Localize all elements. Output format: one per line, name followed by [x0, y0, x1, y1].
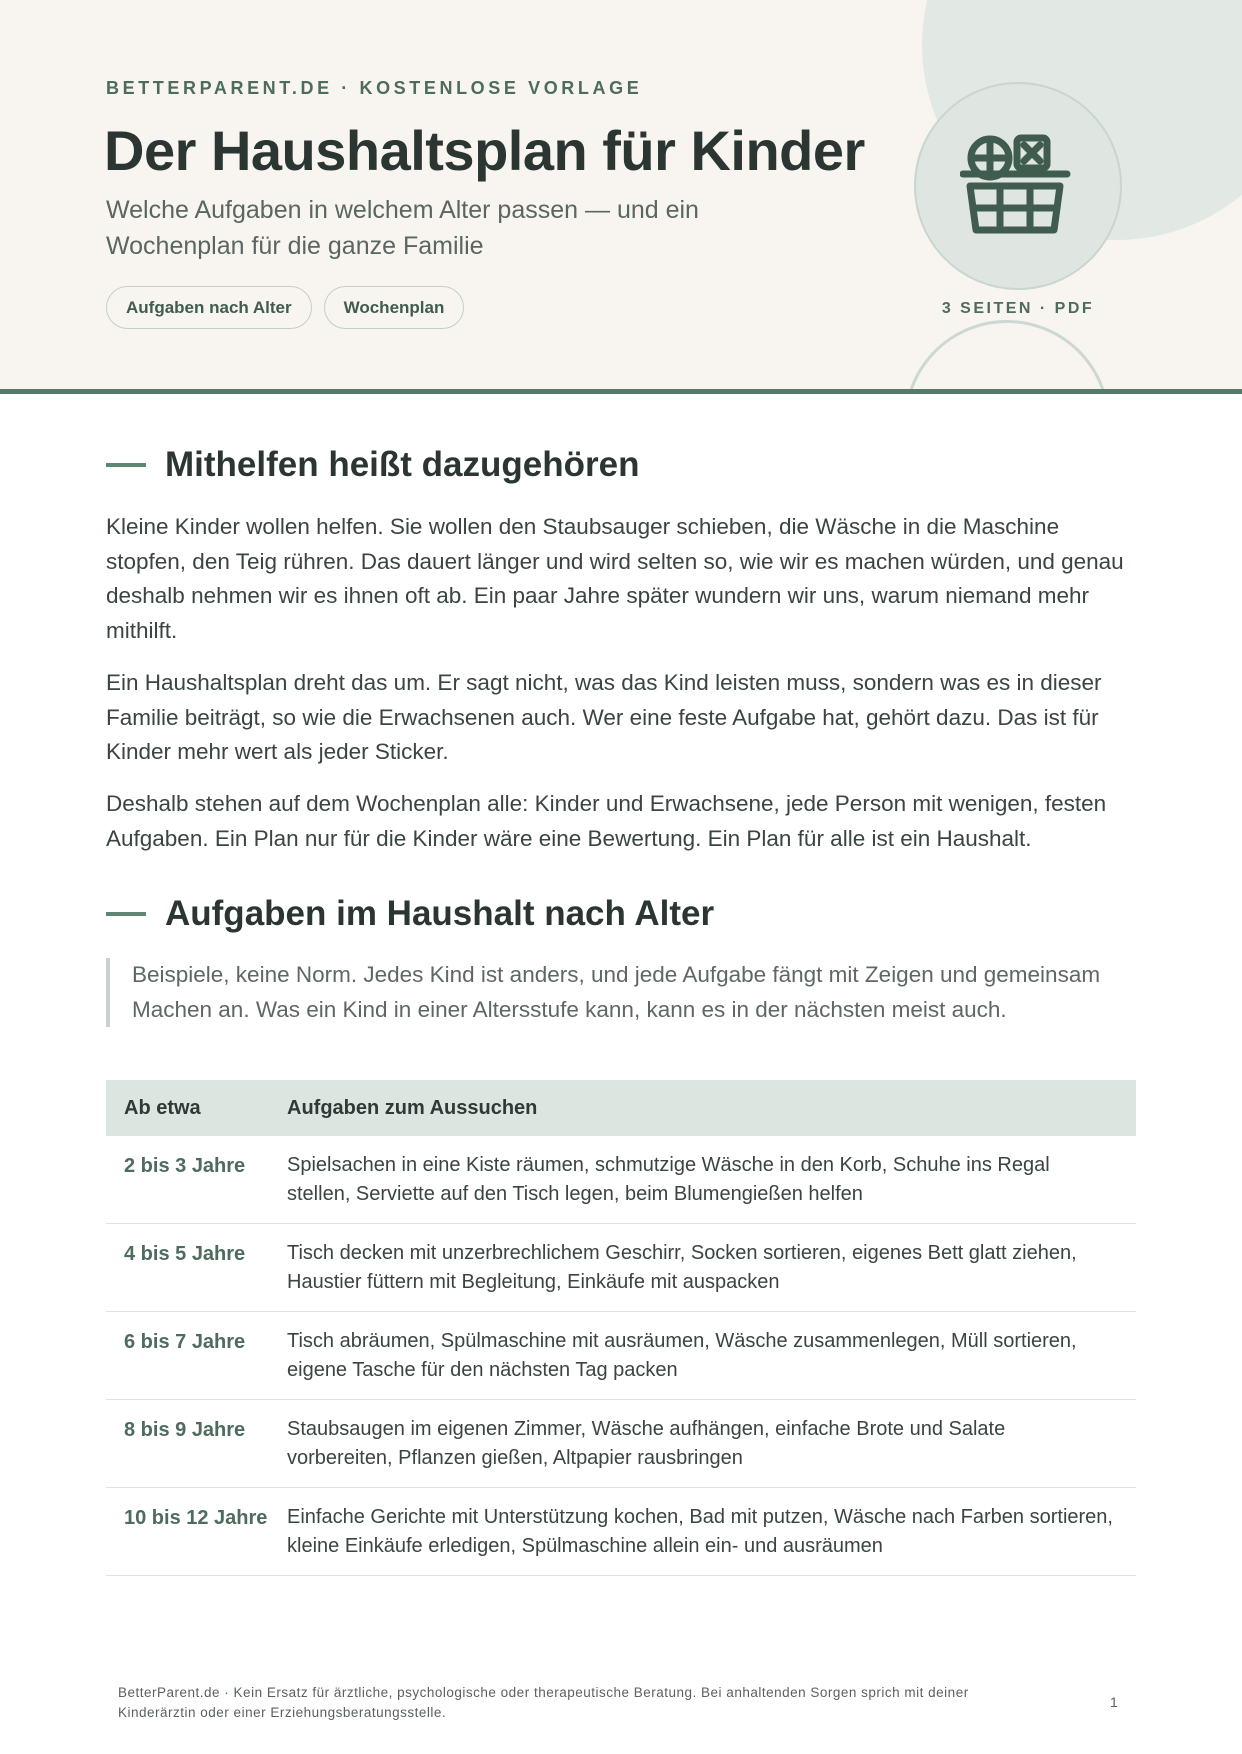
age-cell: 8 bis 9 Jahre: [124, 1419, 246, 1441]
laundry-basket-icon: [960, 132, 1080, 242]
heading-dash: [106, 463, 146, 467]
header-divider: [0, 389, 1242, 394]
table-row: [106, 1312, 1136, 1400]
tasks-cell: Spielsachen in eine Kiste räumen, schmutzige Wäsche in den Korb, Schuhe ins Regal stellen, Serviette auf den Tisch legen, beim Blumengießen helfen: [287, 1154, 1050, 1205]
page-title: Der Haushaltsplan für Kinder: [104, 119, 865, 182]
tag-list: [106, 286, 464, 329]
tag-aufgaben-nach-alter: Aufgaben nach Alter: [106, 286, 312, 329]
tasks-cell: Einfache Gerichte mit Unterstützung kochen, Bad mit putzen, Wäsche nach Farben sortieren, kleine Einkäufe erledigen, Spülmaschine allein ein- und ausräumen: [287, 1506, 1113, 1557]
age-cell: 6 bis 7 Jahre: [124, 1331, 246, 1353]
table-row: [106, 1400, 1136, 1488]
age-task-table: [106, 1080, 1136, 1576]
section-heading-aufgaben: [106, 894, 714, 934]
footer-disclaimer: BetterParent.de · Kein Ersatz für ärztliche, psychologische oder therapeutische Beratung. Bei anhaltenden Sorgen sprich mit deiner Kinderärztin oder einer Erziehungsberatungsstelle.: [118, 1685, 969, 1720]
column-header-tasks: Aufgaben zum Aussuchen: [287, 1096, 538, 1119]
section-title: Aufgaben im Haushalt nach Alter: [165, 894, 715, 933]
table-row: [106, 1136, 1136, 1224]
decorative-arc: [904, 320, 1110, 390]
section-heading-mithelfen: [106, 445, 639, 485]
note-blockquote: Beispiele, keine Norm. Jedes Kind ist anders, und jede Aufgabe fängt mit Zeigen und gemeinsam Machen an. Was ein Kind in einer Altersstufe kann, kann es in der nächsten meist auch.: [106, 958, 1136, 1027]
paragraph-1: Kleine Kinder wollen helfen. Sie wollen den Staubsauger schieben, die Wäsche in die Maschine stopfen, den Teig rühren. Das dauert länger und wird selten so, wie wir es machen würden, und genau deshalb nehmen wir es ihnen oft ab. Ein paar Jahre später wundern wir uns, warum niemand mehr mithilft.: [106, 514, 1124, 643]
tasks-cell: Tisch abräumen, Spülmaschine mit ausräumen, Wäsche zusammenlegen, Müll sortieren, eigene Tasche für den nächsten Tag packen: [287, 1330, 1077, 1381]
table-header: [106, 1080, 1136, 1136]
eyebrow-label: BETTERPARENT.DE · KOSTENLOSE VORLAGE: [106, 78, 643, 98]
paragraph-3: Deshalb stehen auf dem Wochenplan alle: Kinder und Erwachsene, jede Person mit wenigen, festen Aufgaben. Ein Plan nur für die Kinder wäre eine Bewertung. Ein Plan für alle ist ein Haushalt.: [106, 791, 1107, 851]
age-cell: 10 bis 12 Jahre: [124, 1507, 268, 1529]
table-row: [106, 1488, 1136, 1576]
icon-badge: [914, 82, 1122, 290]
tasks-cell: Tisch decken mit unzerbrechlichem Geschirr, Socken sortieren, eigenes Bett glatt ziehen, Haustier füttern mit Begleitung, Einkäufe mit auspacken: [287, 1242, 1077, 1293]
table-row: [106, 1224, 1136, 1312]
tag-wochenplan: Wochenplan: [324, 286, 465, 329]
section-title: Mithelfen heißt dazugehören: [165, 445, 640, 484]
page-number: 1: [1110, 1694, 1118, 1710]
tasks-cell: Staubsaugen im eigenen Zimmer, Wäsche aufhängen, einfache Brote und Salate vorbereiten, Pflanzen gießen, Altpapier rausbringen: [287, 1418, 1006, 1469]
age-cell: 2 bis 3 Jahre: [124, 1155, 246, 1177]
page-subtitle: Welche Aufgaben in welchem Alter passen — und ein Wochenplan für die ganze Familie: [106, 196, 699, 260]
heading-dash: [106, 912, 146, 916]
document-header: [0, 0, 1242, 390]
paragraph-2: Ein Haushaltsplan dreht das um. Er sagt nicht, was das Kind leisten muss, sondern was es in dieser Familie beiträgt, so wie die Erwachsenen auch. Wer eine feste Aufgabe hat, gehört dazu. Das ist für Kinder mehr wert als jeder Sticker.: [106, 670, 1102, 764]
column-header-age: Ab etwa: [124, 1096, 201, 1119]
pages-label: 3 SEITEN · PDF: [941, 300, 1095, 317]
age-cell: 4 bis 5 Jahre: [124, 1243, 246, 1265]
